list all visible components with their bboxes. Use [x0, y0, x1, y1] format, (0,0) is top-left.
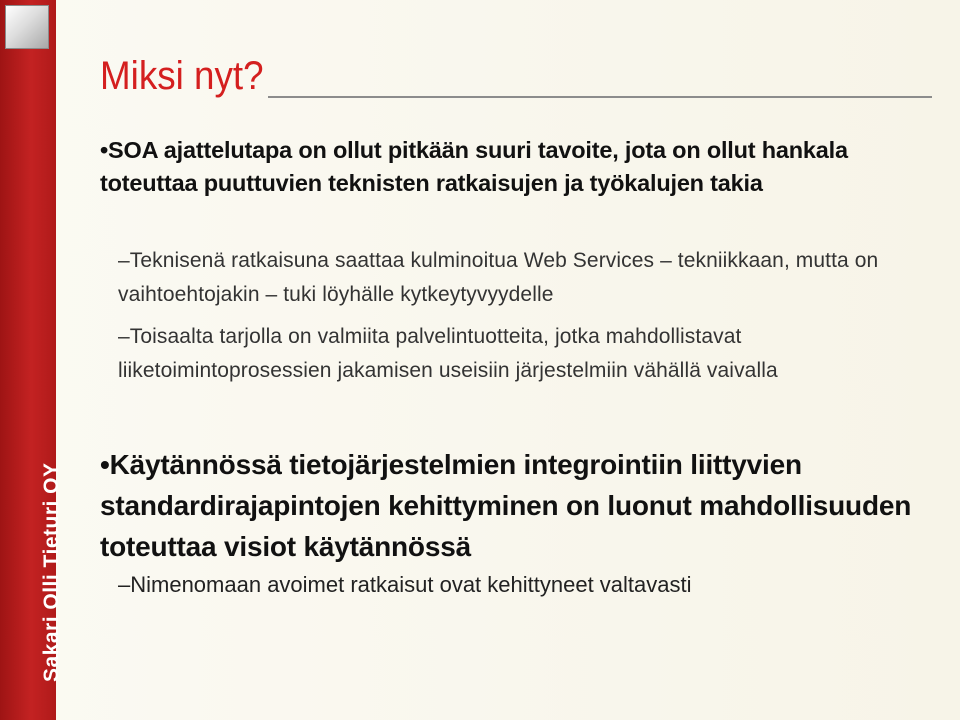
- subbullet-palvelintuotteet: –Toisaalta tarjolla on valmiita palvelintuotteita, jotka mahdollistavat liiketoimintoprosessien jakamisen useisiin järjestelmiin vähällä vaivalla: [118, 325, 778, 382]
- title-underline: [268, 96, 932, 98]
- subbullet-web-services: –Teknisenä ratkaisuna saattaa kulminoitua Web Services – tekniikkaan, mutta on vaihtoehtojakin – tuki löyhälle kytkeytyvyydelle: [118, 249, 879, 306]
- sidebar-company-name: Sakari Olli Tieturi OY: [40, 462, 63, 682]
- bullet-soa: •SOA ajattelutapa on ollut pitkään suuri tavoite, jota on ollut hankala toteuttaa puuttuvien teknisten ratkaisujen ja työkalujen takia: [100, 137, 848, 196]
- subbullet-avoimet-ratkaisut: –Nimenomaan avoimet ratkaisut ovat kehittyneet valtavasti: [118, 572, 692, 597]
- slide-title: Miksi nyt?: [100, 54, 264, 98]
- sidebar: [0, 0, 63, 720]
- bullet-kaytannossa: •Käytännössä tietojärjestelmien integrointiin liittyvien standardirajapintojen kehittyminen on luonut mahdollisuuden toteuttaa visiot käytännössä: [100, 449, 912, 562]
- logo-square: [5, 5, 49, 49]
